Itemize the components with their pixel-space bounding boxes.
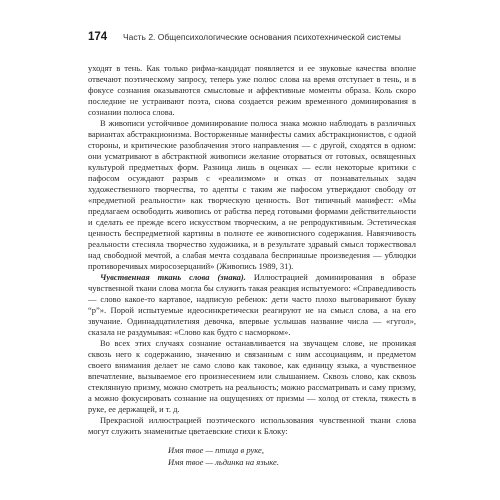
paragraph: Во всех этих случаях сознание останавливается на звучащем слове, не проникая сквозь него к содержанию, значению и связанным с ним ассоциациям, и предметом своего внимания делает не само слово как таковое, как единицу языка, а чувственное впечатление, вызываемое его произнесением или слышанием. Сквозь слово, как сквозь стеклянную призму, можно смотреть на реальность; можно рассматривать и саму призму, а можно фокусировать сознание на ощущениях от призмы — холод от стекла, тяжесть в руке, ее держащей, и т. д. <box>88 338 416 414</box>
paragraph: уходят в тень. Как только рифма-кандидат появляется и ее звуковые качества вполне отвечают поэтическому запросу, теперь уже полюс слова на время отступает в тень, и в фокусе сознания оказываются смысловые и аффективные моменты образа. Коль скоро последние не устраивают поэта, снова создается режим временного доминирования в сознании полюса слова. <box>88 63 416 117</box>
poem-line: Имя твое — птица в руке, <box>168 445 264 455</box>
paragraph: Прекрасной иллюстрацией поэтического использования чувственной ткани слова могут служить знаменитые цветаевские стихи к Блоку: <box>88 415 416 436</box>
paragraph-text: Иллюстрацией доминирования в образе чувственной ткани слова могла бы служить такая реакция испытуемого: «Справедливость — слово какое-то картавое, надписую ребенок: дети часто плохо выговаривают букву “р”». Порой испытуемые идеосинкретически реагируют не на смысл слова, а на его звучание. Одиннадцатилетняя девочка, впервые услышав название числа — «гугол», сказала не раздумывая: «Слово как будто с насморком». <box>88 272 416 337</box>
paragraph: В живописи устойчивое доминирование полюса знака можно наблюдать в различных вариантах абстракционизма. Восторженные манифесты самих абстракционистов, с одной стороны, и критические разоблачения этого направления — с другой, сходятся в одном: они усматривают в абстрактной живописи желание оторваться от готовых, освященных культурой предметных форм. Разница лишь в оценках — если некоторые критики с пафосом осуждают разрыв с «реализмом» и отказ от познавательных задач художественного творчества, то адепты с таким же пафосом утверждают свободу от «предметной реальности» как творческую ценность. Вот типичный манифест: «Мы предлагаем освободить живопись от рабства перед готовыми формами действительности и сделать ее прежде всего искусством творческим, а не репродуктивным. Эстетическая ценность беспредметной картины в полноте ее живописного содержания. Навязчивость реальности стесняла творчество художника, и в результате здравый смысл торжествовал над свободной мечтой, а слабая мечта создавала бесприншые произведения — ублюдки противоречивых миросозерцаний» (Живопись 1989, 31). <box>88 118 416 271</box>
page-number: 174 <box>88 31 108 43</box>
running-head: Часть 2. Общепсихологические основания психотехнической системы <box>123 32 401 42</box>
paragraph-lead-heading: Чувственная ткань слова (знака). <box>100 272 246 282</box>
poem-line: Имя твое — льдинка на языке. <box>168 456 279 467</box>
body-text <box>88 63 416 468</box>
page-header <box>88 31 428 47</box>
poem-quote <box>88 445 416 468</box>
paragraph <box>88 272 416 338</box>
